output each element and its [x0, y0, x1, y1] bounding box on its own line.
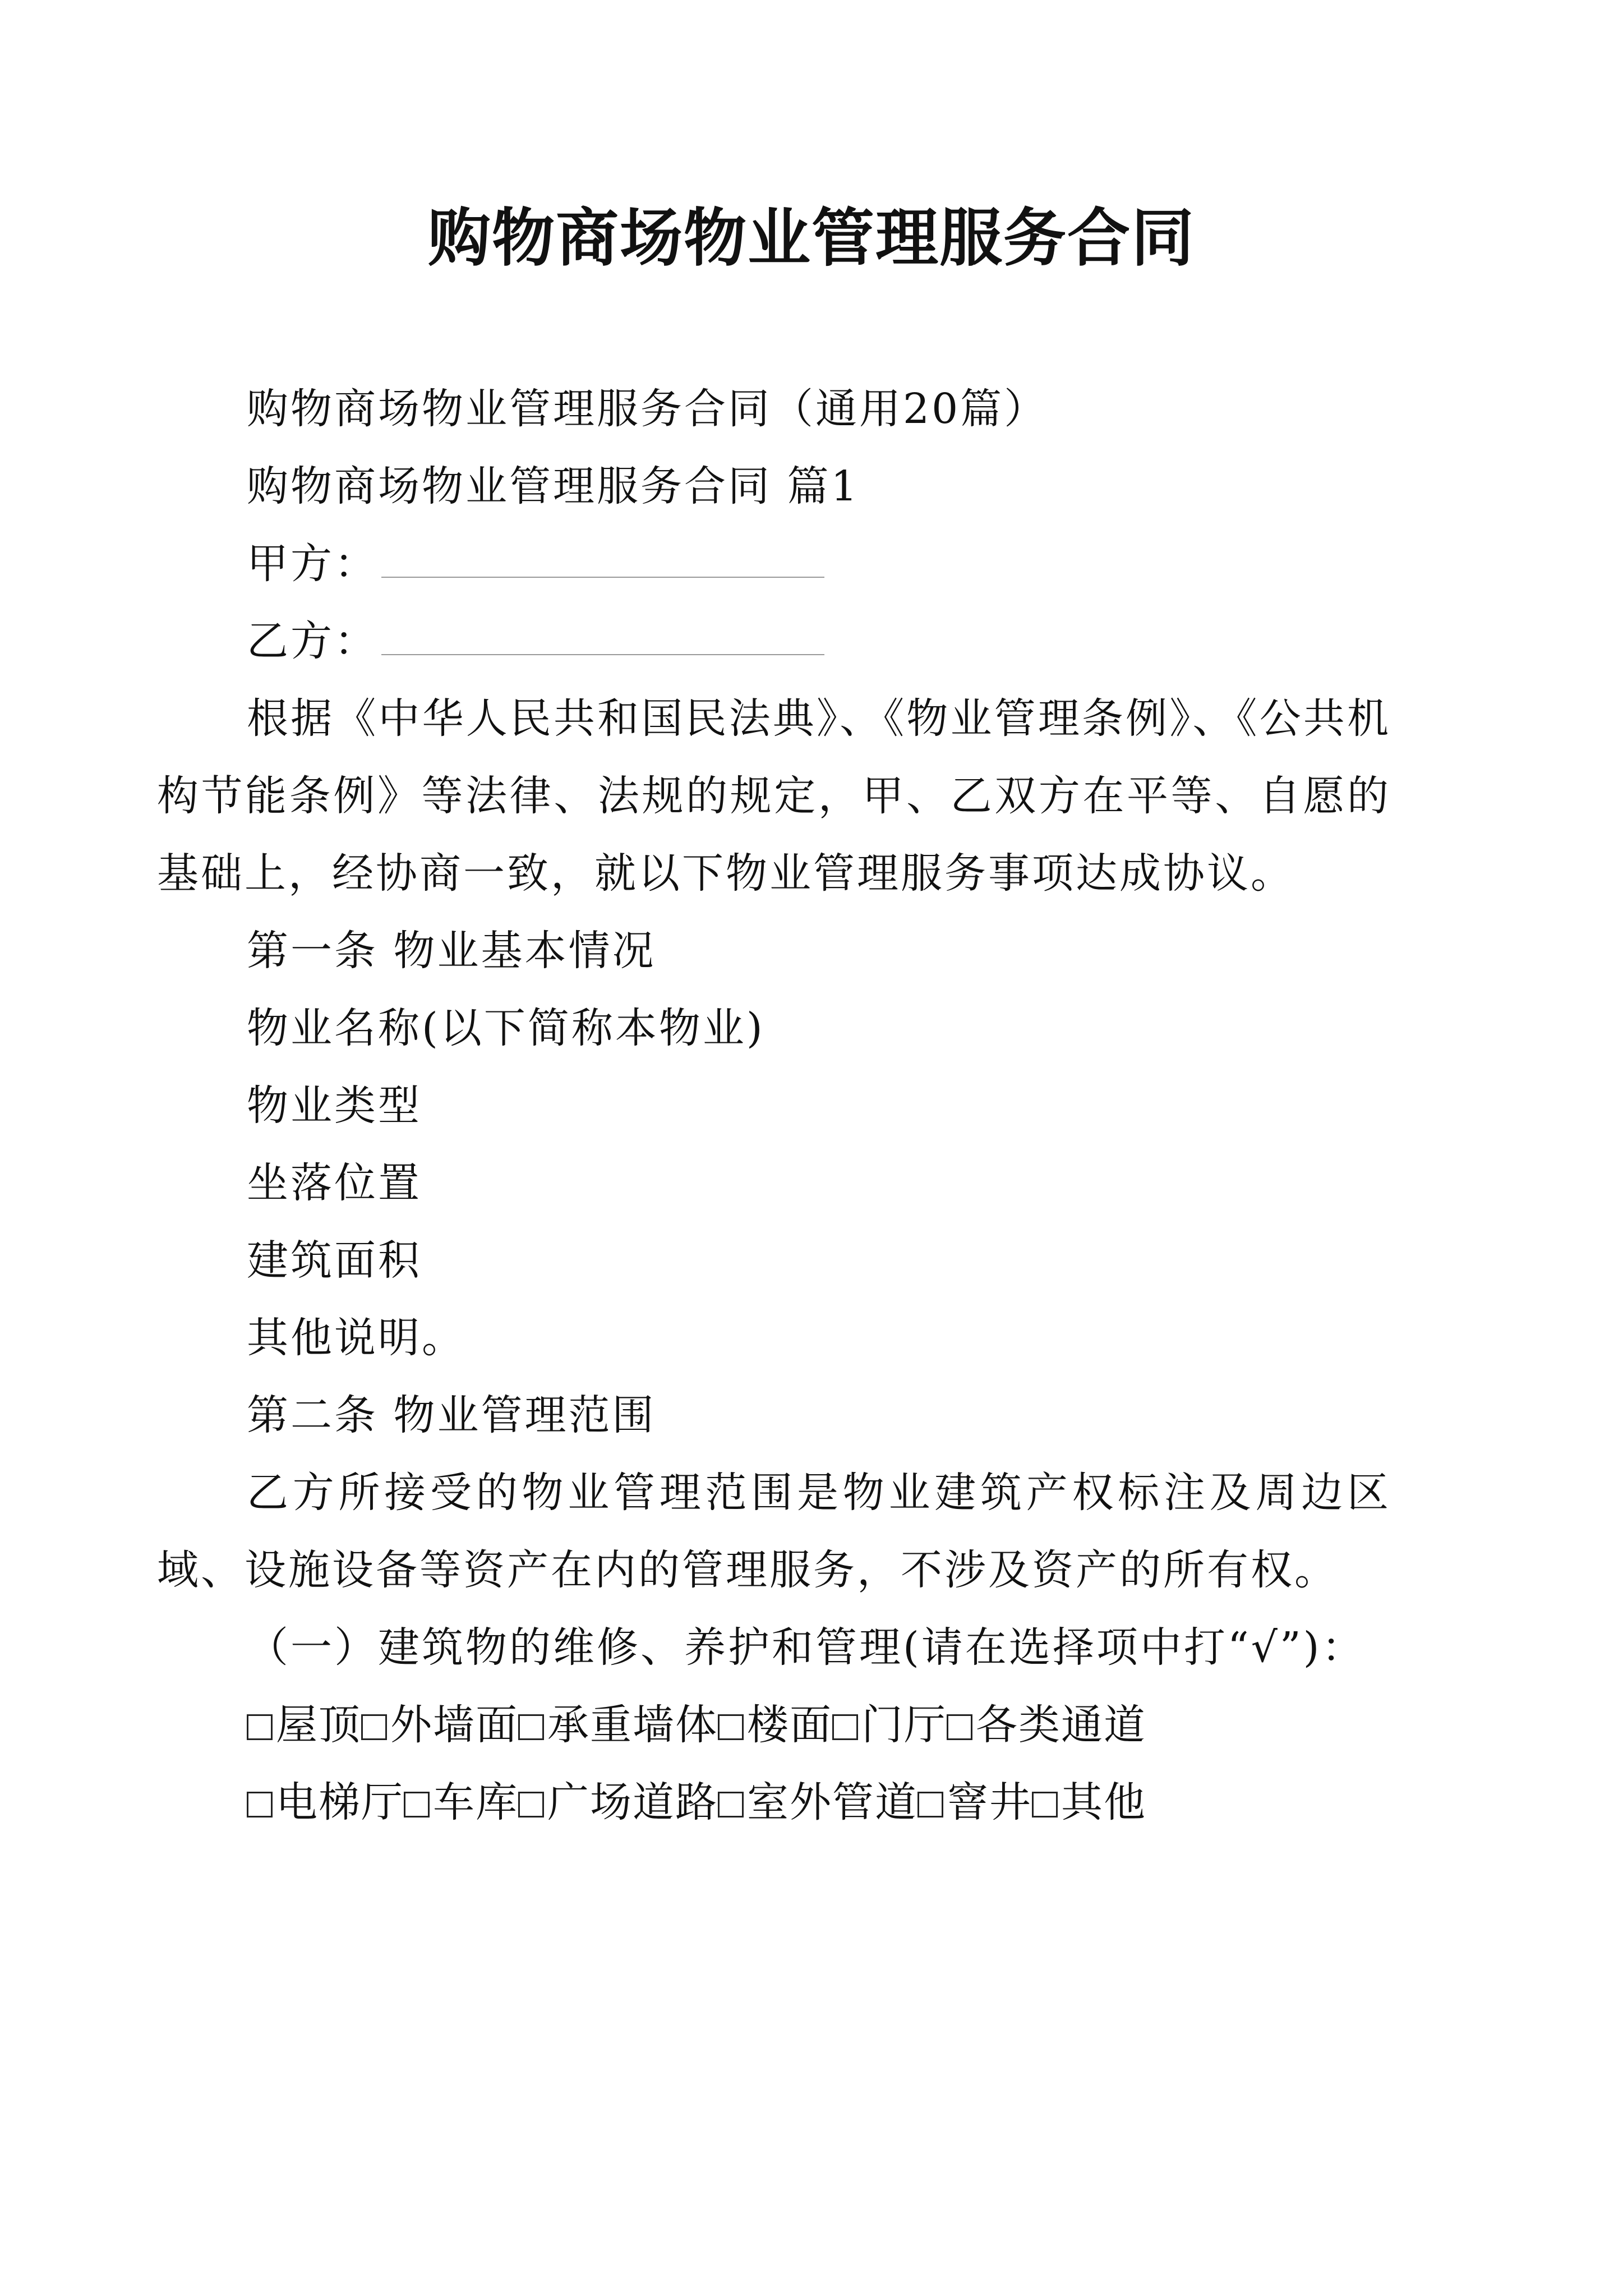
party-b-line	[247, 602, 1391, 680]
party-a-blank-field[interactable]	[381, 543, 824, 578]
location-line: 坐落位置	[247, 1159, 422, 1207]
article-2-heading: 第二条 物业管理范围	[247, 1391, 656, 1439]
checkbox[interactable]	[1032, 1792, 1058, 1818]
checklist-item: 楼面	[718, 1701, 832, 1749]
checkbox[interactable]	[718, 1714, 744, 1740]
checklist-row-1	[247, 1686, 1391, 1764]
intro-paragraph: 根据《中华人民共和国民法典》、《物业管理条例》、《公共机构节能条例》等法律、法规的规定，甲、乙双方在平等、自愿的基础上，经协商一致，就以下物业管理服务事项达成协议。	[157, 694, 1391, 898]
checkbox[interactable]	[247, 1714, 273, 1740]
checklist-row-2	[247, 1764, 1391, 1841]
checkbox[interactable]	[718, 1792, 744, 1818]
checklist-item: 广场道路	[518, 1778, 718, 1826]
checkbox[interactable]	[361, 1714, 387, 1740]
property-type-line: 物业类型	[247, 1082, 422, 1130]
checklist-item: 外墙面	[361, 1701, 518, 1749]
document-subtitle: 购物商场物业管理服务合同（通用20篇）	[247, 385, 1048, 433]
party-b-label: 乙方：	[247, 617, 378, 665]
other-notes-line: 其他说明。	[247, 1314, 465, 1362]
article-1-heading: 第一条 物业基本情况	[247, 927, 656, 975]
checklist-item: 电梯厅	[247, 1778, 404, 1826]
property-name-line: 物业名称(以下简称本物业)	[247, 1004, 765, 1052]
party-b-blank-field[interactable]	[381, 620, 824, 655]
document-title: 购物商场物业管理服务合同	[428, 201, 1195, 275]
scope-paragraph: 乙方所接受的物业管理范围是物业建筑产权标注及周边区域、设施设备等资产在内的管理服务，不涉及资产的所有权。	[157, 1469, 1391, 1594]
checklist-item: 车库	[404, 1778, 518, 1826]
checklist-item: 门厅	[832, 1701, 947, 1749]
checklist-item: 屋顶	[247, 1701, 361, 1749]
building-area-line: 建筑面积	[247, 1236, 422, 1285]
checkbox[interactable]	[247, 1792, 273, 1818]
checklist-item: 室外管道	[718, 1778, 917, 1826]
checklist-item: 承重墙体	[518, 1701, 718, 1749]
checkbox[interactable]	[917, 1792, 943, 1818]
section-1-heading: （一）建筑物的维修、养护和管理(请在选择项中打“√”)：	[247, 1623, 1366, 1672]
checklist-item: 各类通道	[947, 1701, 1146, 1749]
checkbox[interactable]	[518, 1792, 544, 1818]
checkbox[interactable]	[947, 1714, 972, 1740]
checkbox[interactable]	[518, 1714, 544, 1740]
checkbox[interactable]	[404, 1792, 430, 1818]
chapter-heading: 购物商场物业管理服务合同 篇1	[247, 462, 860, 510]
checklist-item: 其他	[1032, 1778, 1146, 1826]
party-a-line	[247, 525, 1391, 602]
checklist-item: 窨井	[917, 1778, 1032, 1826]
checkbox[interactable]	[832, 1714, 858, 1740]
party-a-label: 甲方：	[247, 540, 378, 588]
document-body	[157, 370, 1391, 1841]
